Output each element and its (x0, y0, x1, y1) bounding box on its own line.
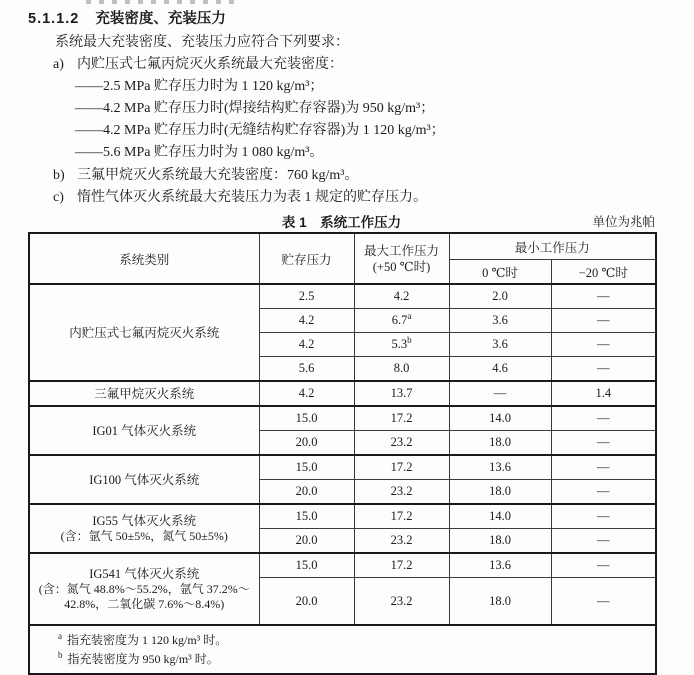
table-row (29, 504, 656, 529)
list-item-a-sub-3: ——4.2 MPa 贮存压力时(无缝结构贮存容器)为 1 120 kg/m³； (75, 123, 445, 138)
min-pressure-minus20c-cell: — (551, 504, 656, 529)
min-pressure-minus20c-cell: — (551, 455, 656, 480)
section-number: 5.1.1.2 (28, 11, 80, 27)
min-pressure-0c-cell: 18.0 (449, 529, 551, 554)
footnote-b-marker: b (58, 650, 63, 660)
storage-pressure-cell: 15.0 (259, 455, 354, 480)
min-pressure-0c-cell: — (449, 381, 551, 406)
storage-pressure-cell: 4.2 (259, 309, 354, 333)
storage-pressure-cell: 20.0 (259, 578, 354, 626)
list-item-b-label: b) (53, 168, 65, 183)
storage-pressure-cell: 5.6 (259, 357, 354, 382)
system-composition: (含：氮气 48.8%～55.2%，氩气 37.2%～42.8%，二氧化碳 7.6%～8.4%) (38, 582, 250, 611)
max-pressure-cell: 23.2 (354, 480, 449, 505)
min-pressure-minus20c-cell: — (551, 431, 656, 456)
section-heading (28, 12, 226, 27)
list-item-c-label: c) (53, 190, 64, 205)
max-pressure-cell (354, 333, 449, 357)
min-pressure-0c-cell: 3.6 (449, 333, 551, 357)
list-item-b-text: 三氟甲烷灭火系统最大充装密度：760 kg/m³。 (77, 168, 359, 183)
header-system-category: 系统类别 (29, 233, 259, 284)
footnote-a (58, 631, 645, 650)
min-pressure-minus20c-cell: 1.4 (551, 381, 656, 406)
header-min-working-pressure: 最小工作压力 (449, 233, 656, 260)
max-pressure-cell: 23.2 (354, 578, 449, 626)
system-category-cell: IG100 气体灭火系统 (29, 455, 259, 504)
table-row (29, 284, 656, 309)
table-unit-note: 单位为兆帕 (592, 215, 655, 229)
table-row (29, 553, 656, 578)
max-pressure-cell: 17.2 (354, 504, 449, 529)
system-name: IG541 气体灭火系统 (89, 567, 200, 581)
max-pressure-cell: 4.2 (354, 284, 449, 309)
system-name: IG55 气体灭火系统 (92, 514, 197, 528)
min-pressure-minus20c-cell: — (551, 357, 656, 382)
min-pressure-minus20c-cell: — (551, 553, 656, 578)
min-pressure-minus20c-cell: — (551, 578, 656, 626)
footnote-a-text: 指充装密度为 1 120 kg/m³ 时。 (67, 633, 228, 647)
header-max-working-pressure-line1: 最大工作压力 (363, 243, 439, 258)
footnote-ref-a: a (407, 310, 412, 321)
min-pressure-0c-cell: 18.0 (449, 578, 551, 626)
list-item-c-text: 惰性气体灭火系统最大充装压力为表 1 规定的贮存压力。 (77, 190, 427, 205)
header-max-working-pressure (354, 233, 449, 284)
list-item-a-sub-4: ——5.6 MPa 贮存压力时为 1 080 kg/m³。 (75, 145, 324, 160)
min-pressure-minus20c-cell: — (551, 480, 656, 505)
min-pressure-0c-cell: 13.6 (449, 455, 551, 480)
storage-pressure-cell: 20.0 (259, 529, 354, 554)
footnote-b-text: 指充装密度为 950 kg/m³ 时。 (67, 652, 219, 666)
min-pressure-minus20c-cell: — (551, 284, 656, 309)
list-item-a-text: 内贮压式七氟丙烷灭火系统最大充装密度： (77, 57, 343, 72)
min-pressure-minus20c-cell: — (551, 333, 656, 357)
max-pressure-cell: 17.2 (354, 553, 449, 578)
storage-pressure-cell: 4.2 (259, 333, 354, 357)
max-pressure-cell: 8.0 (354, 357, 449, 382)
header-max-working-pressure-line2: (+50 ℃时) (372, 259, 431, 274)
system-category-cell (29, 553, 259, 625)
system-category-cell: IG01 气体灭火系统 (29, 406, 259, 455)
header-min-at-minus20c: −20 ℃时 (551, 260, 656, 285)
list-item-a-sub-2: ——4.2 MPa 贮存压力时(焊接结构贮存容器)为 950 kg/m³； (75, 101, 435, 116)
storage-pressure-cell: 20.0 (259, 431, 354, 456)
table-caption: 表 1 系统工作压力 (281, 215, 402, 230)
list-item-a-sub-1: ——2.5 MPa 贮存压力时为 1 120 kg/m³； (75, 79, 324, 94)
storage-pressure-cell: 15.0 (259, 406, 354, 431)
header-storage-pressure: 贮存压力 (259, 233, 354, 284)
max-pressure-cell: 23.2 (354, 431, 449, 456)
max-pressure-cell: 23.2 (354, 529, 449, 554)
intro-paragraph: 系统最大充装密度、充装压力应符合下列要求： (55, 35, 349, 50)
system-category-cell (29, 504, 259, 553)
list-item-a-label: a) (53, 57, 64, 72)
system-category-cell: 内贮压式七氟丙烷灭火系统 (29, 284, 259, 381)
min-pressure-0c-cell: 4.6 (449, 357, 551, 382)
system-composition: (含：氩气 50±5%，氮气 50±5%) (60, 529, 228, 543)
header-min-at-0c: 0 ℃时 (449, 260, 551, 285)
footnote-row (29, 625, 656, 674)
table-caption-row (28, 211, 655, 230)
section-title: 充装密度、充装压力 (95, 11, 226, 27)
min-pressure-0c-cell: 14.0 (449, 504, 551, 529)
max-pressure-value: 5.3 (391, 337, 408, 351)
storage-pressure-cell: 2.5 (259, 284, 354, 309)
min-pressure-minus20c-cell: — (551, 406, 656, 431)
min-pressure-0c-cell: 18.0 (449, 431, 551, 456)
list-item-b (53, 168, 358, 183)
table-row (29, 455, 656, 480)
system-category-cell: 三氟甲烷灭火系统 (29, 381, 259, 406)
max-pressure-cell: 17.2 (354, 406, 449, 431)
cropped-previous-line-artifact (86, 0, 236, 4)
list-item-a (53, 57, 343, 72)
min-pressure-0c-cell: 14.0 (449, 406, 551, 431)
max-pressure-cell (354, 309, 449, 333)
min-pressure-minus20c-cell: — (551, 529, 656, 554)
max-pressure-cell: 17.2 (354, 455, 449, 480)
table-row (29, 406, 656, 431)
footnote-ref-b: b (407, 334, 412, 345)
system-working-pressure-table (28, 232, 657, 675)
footnote-a-marker: a (58, 631, 62, 641)
min-pressure-minus20c-cell: — (551, 309, 656, 333)
max-pressure-value: 6.7 (391, 313, 408, 327)
max-pressure-cell: 13.7 (354, 381, 449, 406)
min-pressure-0c-cell: 3.6 (449, 309, 551, 333)
footnote-b (58, 650, 645, 669)
storage-pressure-cell: 15.0 (259, 504, 354, 529)
storage-pressure-cell: 20.0 (259, 480, 354, 505)
footnote-cell (29, 625, 656, 674)
storage-pressure-cell: 15.0 (259, 553, 354, 578)
list-item-c (53, 190, 427, 205)
min-pressure-0c-cell: 18.0 (449, 480, 551, 505)
min-pressure-0c-cell: 13.6 (449, 553, 551, 578)
min-pressure-0c-cell: 2.0 (449, 284, 551, 309)
table-row (29, 381, 656, 406)
storage-pressure-cell: 4.2 (259, 381, 354, 406)
